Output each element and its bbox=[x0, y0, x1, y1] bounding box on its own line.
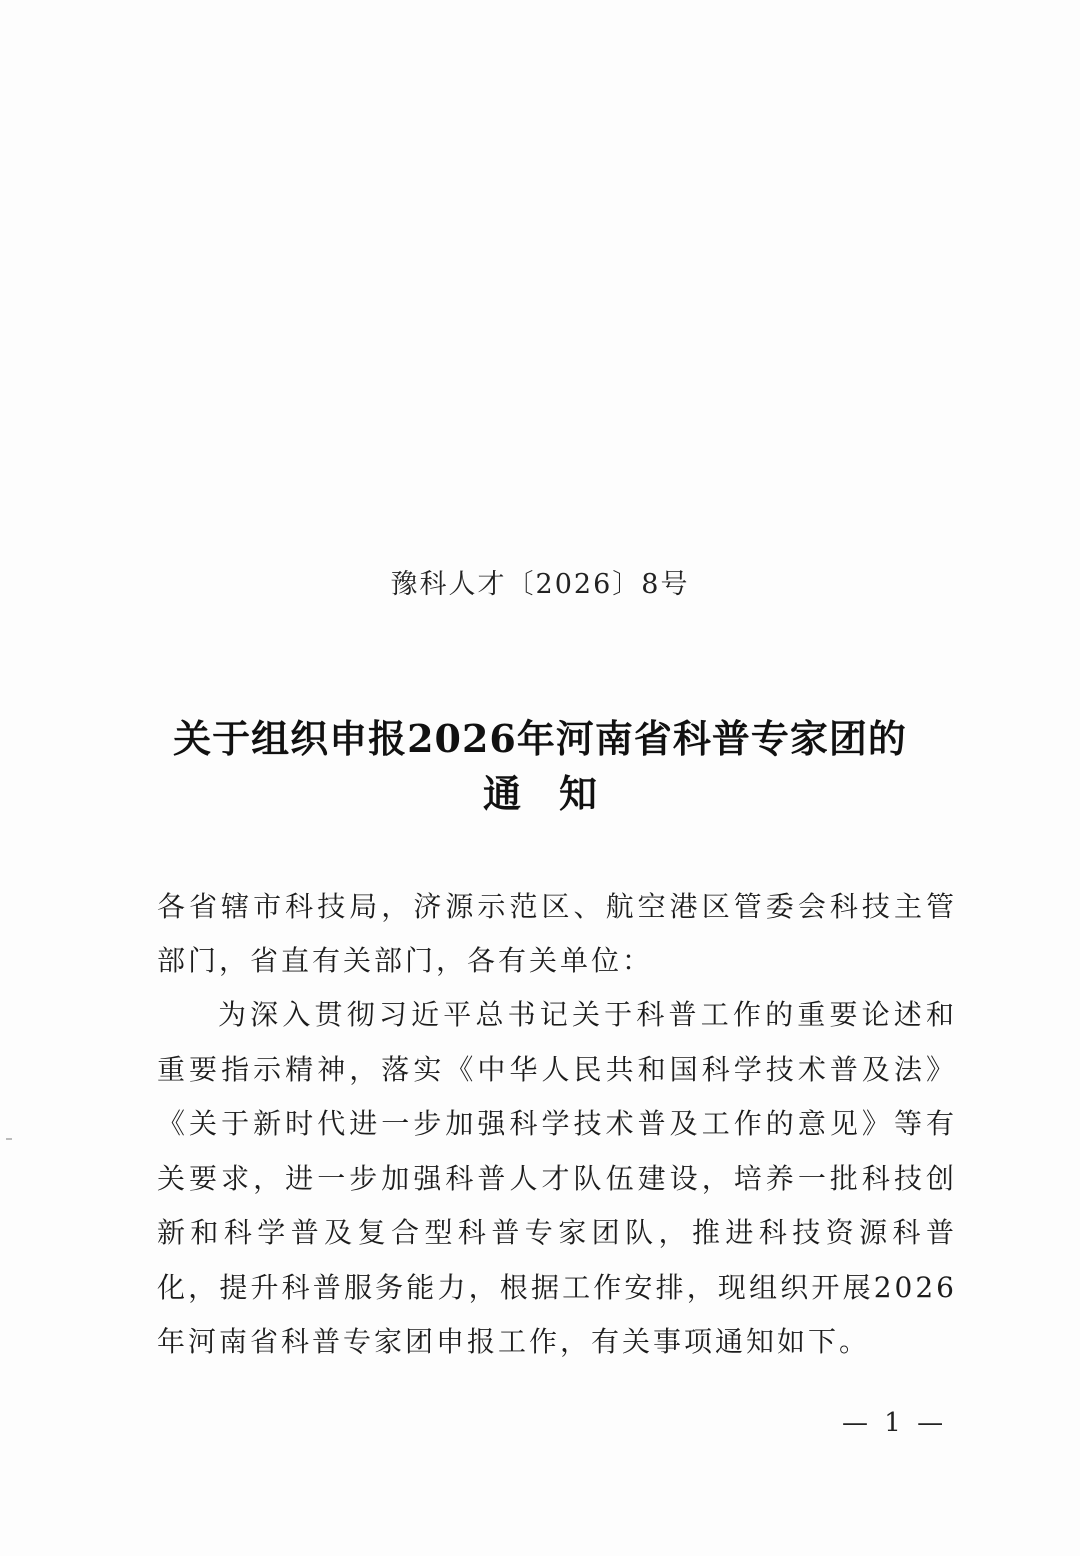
document-number: 豫科人才〔2026〕8号 bbox=[390, 569, 690, 600]
body-paragraph: 为深入贯彻习近平总书记关于科普工作的重要论述和重要指示精神，落实《中华人民共和国科学技术普及法》《关于新时代进一步加强科学技术普及工作的意见》等有关要求，进一步加强科普人才队伍建设，培养一批科技创新和科学普及复合型科普专家团队，推进科技资源科普化，提升科普服务能力，根据工作安排，现组织开展2026年河南省科普专家团申报工作，有关事项通知如下。 bbox=[157, 998, 957, 1358]
document-title-line-1: 关于组织申报2026年河南省科普专家团的 bbox=[173, 716, 907, 761]
salutation: 各省辖市科技局，济源示范区、航空港区管委会科技主管部门，省直有关部门，各有关单位： bbox=[157, 890, 957, 977]
scan-artifact bbox=[6, 1138, 12, 1140]
page-number: — 1 — bbox=[842, 1408, 948, 1438]
document-title-line-2: 通知 bbox=[482, 771, 635, 816]
